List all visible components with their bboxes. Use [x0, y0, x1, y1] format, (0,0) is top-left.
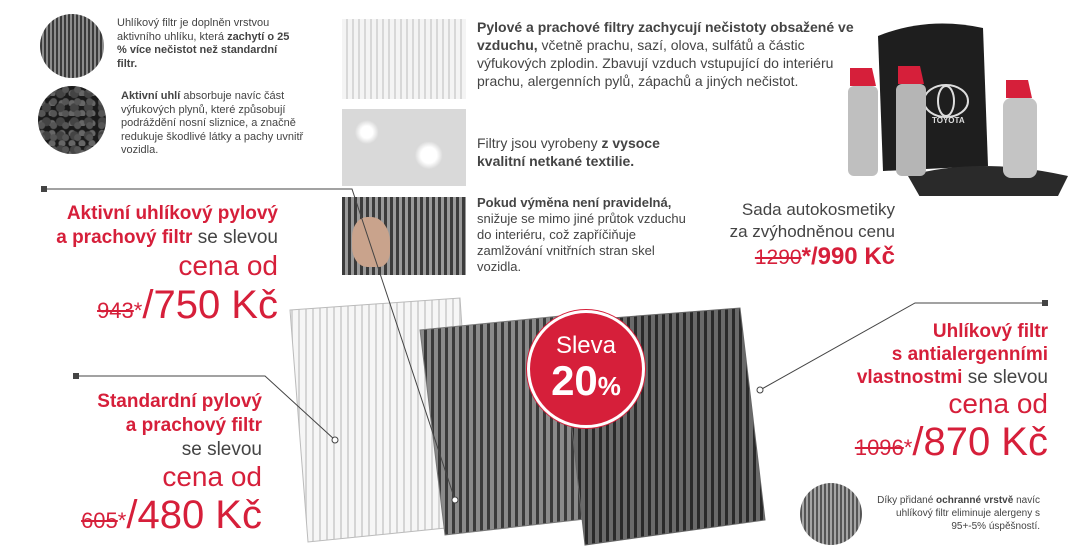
active-filter-price-from: cena od — [178, 250, 278, 281]
standard-filter-price — [40, 492, 262, 547]
protective-layer-bold-text: ochranné vrstvě — [936, 495, 1014, 506]
protective-layer-description — [868, 494, 1040, 533]
active-filter-new-price: /750 Kč — [142, 283, 278, 327]
carbon-filter-price — [790, 419, 1048, 474]
standard-filter-price-star: * — [117, 508, 127, 533]
carbon-filter-title-line2: s antialergenními — [891, 344, 1048, 365]
standard-filter-new-price: /480 Kč — [126, 493, 262, 537]
discount-badge — [527, 310, 645, 428]
carbon-filter-title-bold: vlastnostmi — [856, 367, 963, 388]
standard-filter-price-from: cena od — [162, 461, 262, 492]
replacement-warning-rest-text: snižuje se mimo jiné průtok vzduchu do interiéru, což zapříčiňuje zamlžování vnitřních stran skel vozidla. — [477, 211, 686, 274]
kit-new-price: /990 Kč — [810, 243, 895, 270]
active-carbon-filter-offer — [30, 202, 278, 337]
toyota-logo-text: TOYOTA — [932, 116, 965, 125]
antiallergen-filter-offer — [790, 320, 1048, 474]
kit-old-price: 1290 — [754, 246, 802, 269]
protective-layer-image — [800, 483, 862, 545]
carbon-filter-bold-text: zachytí o 25 % více nečistot než standardní filtr. — [117, 30, 290, 70]
active-filter-title-rest: se slevou — [192, 227, 278, 248]
protective-layer-rest-text: navíc uhlíkový filtr eliminuje alergeny s 95+-5% úspěšností. — [896, 495, 1040, 532]
discount-badge-value — [530, 359, 642, 403]
replacement-warning-bold-text: Pokud výměna není pravidelná, — [477, 195, 672, 210]
filters-material-pre-text: Filtry jsou vyrobeny — [477, 135, 602, 151]
discount-badge-percent: % — [597, 371, 621, 401]
carbon-filter-price-from: cena od — [948, 388, 1048, 419]
carbon-filter-title-line3 — [790, 366, 1048, 389]
carbon-filter-price-star: * — [903, 435, 913, 460]
activated-carbon-text: absorbuje navíc část výfukových plynů, které způsobují podráždění nosní sliznice, a značně redukuje škodlivé látky a pachy uvnitř vozidla. — [121, 90, 304, 156]
kit-title-line1: Sada autokosmetiky — [741, 200, 895, 219]
carbon-filter-text: Uhlíkový filtr je doplněn vrstvou aktivního uhlíku, která — [117, 17, 270, 43]
active-filter-title-line2 — [30, 226, 278, 250]
filters-capture-rest-text: včetně prachu, sazí, olova, sulfátů a částic výfukových zplodin. Zbavují vzduch vstupující do interiéru prachu, alergenních pylů, zápachů a jiných nečistot. — [477, 37, 834, 89]
carbon-filter-new-price: /870 Kč — [912, 420, 1048, 464]
carbon-filter-title-line1: Uhlíkový filtr — [932, 321, 1048, 342]
active-filter-old-price: 943 — [97, 298, 134, 323]
filters-material-bold-text: z vysoce kvalitní netkané textilie. — [477, 135, 660, 169]
filters-capture-bold-text: Pylové a prachové filtry zachycují nečistoty obsažené ve vzduchu, — [477, 19, 854, 53]
standard-filter-old-price: 605 — [81, 508, 118, 533]
active-filter-title-bold: a prachový filtr — [56, 227, 193, 248]
carbon-filter-old-price: 1096 — [854, 435, 904, 460]
standard-filter-title-line2: a prachový filtr — [125, 415, 262, 436]
kit-price-star: * — [801, 243, 811, 270]
activated-carbon-bold-text: Aktivní uhlí — [121, 90, 181, 102]
active-filter-price — [30, 282, 278, 337]
active-filter-title-line1: Aktivní uhlíkový pylový — [66, 203, 278, 224]
standard-filter-offer — [40, 390, 262, 547]
carbon-filter-title-rest: se slevou — [962, 367, 1048, 388]
discount-badge-number: 20 — [551, 357, 598, 404]
kit-title-line2: za zvýhodněnou cenu — [729, 222, 895, 241]
standard-filter-title-line1: Standardní pylový — [97, 391, 262, 412]
discount-badge-label: Sleva — [555, 332, 617, 359]
standard-filter-title-line3: se slevou — [181, 439, 262, 460]
protective-layer-pre-text: Díky přidané — [877, 495, 937, 506]
active-filter-price-star: * — [133, 298, 143, 323]
